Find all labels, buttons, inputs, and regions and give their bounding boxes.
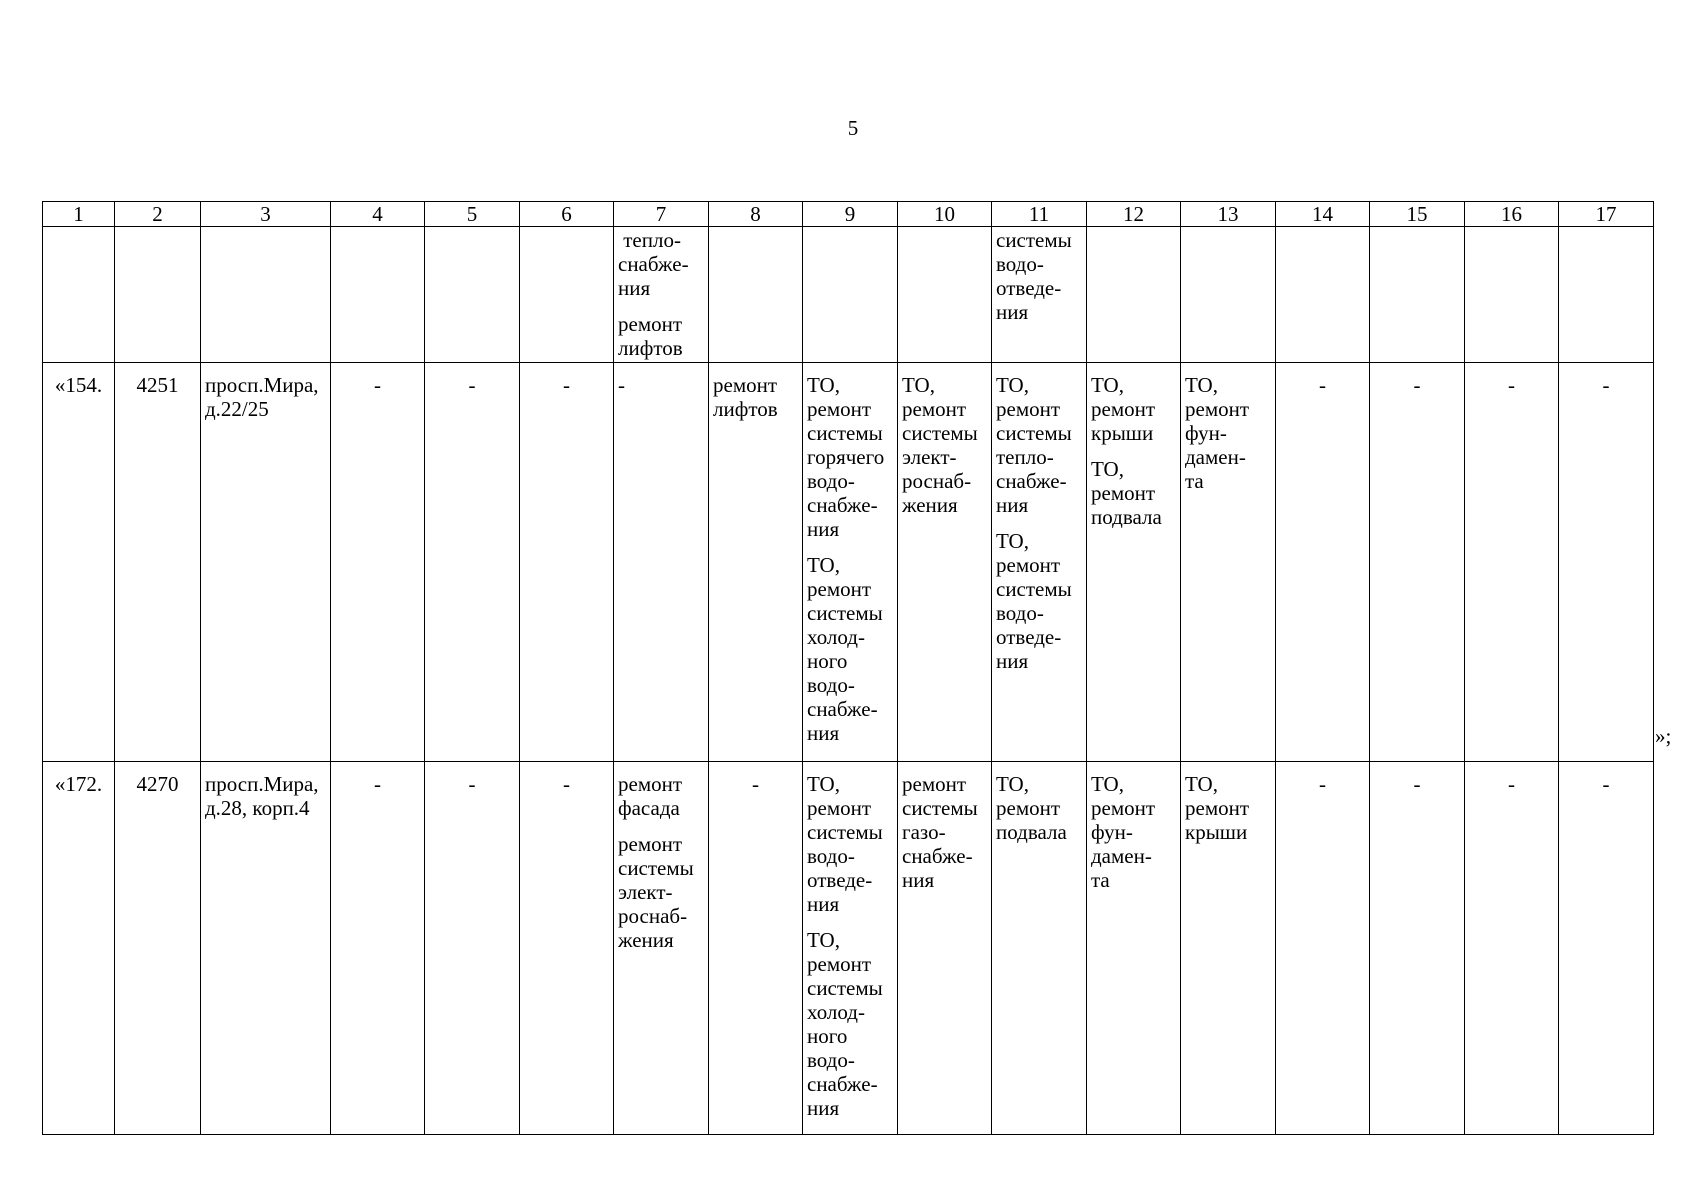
cell-paragraph [524, 373, 609, 397]
cell-text-line: ния [807, 892, 840, 916]
table-cell-col-13 [1181, 762, 1276, 1135]
cell-text-line: ния [618, 276, 651, 300]
cell-text-line: системы [807, 421, 883, 445]
cell-paragraph [1374, 373, 1460, 397]
column-number-header: 7 [614, 202, 709, 227]
cell-text-line: ТО, [996, 772, 1029, 796]
table-cell-col-9 [803, 363, 898, 762]
cell-text-line: жения [902, 493, 958, 517]
cell-text-line: горячего [807, 445, 885, 469]
cell-paragraph [713, 373, 798, 421]
cell-paragraph [119, 373, 196, 397]
cell-text-line: ремонт [1091, 397, 1156, 421]
cell-text-line: системы [618, 856, 694, 880]
cell-text-line: - [1602, 772, 1610, 796]
cell-text-line: водо- [807, 673, 855, 697]
cell-text-line: ния [996, 300, 1029, 324]
cell-paragraph [205, 373, 326, 421]
table-cell-col-15 [1370, 762, 1465, 1135]
table-cell-col-13 [1181, 227, 1276, 363]
cell-paragraph [807, 928, 893, 1120]
cell-text-line: - [1602, 373, 1610, 397]
cell-text-line: ремонт [996, 397, 1061, 421]
cell-text-line: лифтов [618, 336, 683, 360]
cell-text-line: «154. [54, 373, 103, 397]
table-cell-col-9 [803, 227, 898, 363]
closing-quote: »; [1655, 724, 1672, 748]
cell-text-line: лифтов [713, 397, 778, 421]
cell-text-line: просп.Мира, [205, 373, 319, 397]
cell-paragraph [1563, 373, 1649, 397]
column-number-header: 2 [115, 202, 201, 227]
table-cell-col-3 [201, 227, 331, 363]
cell-text-line: - [468, 373, 476, 397]
table-cell-col-6 [520, 762, 614, 1135]
cell-text-line: ТО, [807, 373, 840, 397]
table-cell-col-2 [115, 762, 201, 1135]
table-cell-col-10 [898, 762, 992, 1135]
table-cell-col-15 [1370, 363, 1465, 762]
cell-text-line: элект- [902, 445, 957, 469]
table-cell-col-6 [520, 227, 614, 363]
table-cell-col-2 [115, 363, 201, 762]
cell-paragraph [1185, 772, 1271, 844]
table-cell-col-3 [201, 363, 331, 762]
cell-text-line: ремонт [902, 397, 967, 421]
cell-text-line: холод- [807, 625, 865, 649]
cell-text-line: системы [996, 421, 1072, 445]
cell-text-line: холод- [807, 1000, 865, 1024]
column-number-header: 17 [1559, 202, 1654, 227]
cell-text-line: - [374, 772, 381, 796]
repair-schedule-table [42, 201, 1654, 1135]
cell-text-line: водо- [996, 252, 1044, 276]
cell-text-line: - [1319, 373, 1326, 397]
table-cell-col-12 [1087, 762, 1181, 1135]
column-number-header: 12 [1087, 202, 1181, 227]
cell-paragraph [524, 772, 609, 796]
table-cell-col-2 [115, 227, 201, 363]
cell-text-line: ТО, [807, 928, 840, 952]
cell-text-line: та [1091, 868, 1110, 892]
cell-text-line: элект- [618, 880, 673, 904]
cell-text-line: д.28, корп.4 [205, 796, 310, 820]
cell-text-line: ремонт [902, 772, 967, 796]
cell-text-line: «172. [54, 772, 103, 796]
cell-paragraph [618, 832, 704, 952]
cell-text-line: та [1185, 469, 1204, 493]
table-cell-col-6 [520, 363, 614, 762]
column-number-header: 13 [1181, 202, 1276, 227]
cell-text-line: ния [996, 649, 1029, 673]
cell-text-line: системы [996, 577, 1072, 601]
cell-paragraph [335, 772, 420, 796]
cell-text-line: отведе- [996, 276, 1062, 300]
table-cell-col-1 [43, 762, 115, 1135]
cell-paragraph [335, 373, 420, 397]
table-cell-col-11 [992, 363, 1087, 762]
cell-text-line: ремонт [713, 373, 778, 397]
table-cell-col-8 [709, 227, 803, 363]
column-number-header: 9 [803, 202, 898, 227]
cell-text-line: ния [996, 493, 1029, 517]
cell-text-line: снабже- [996, 469, 1067, 493]
cell-text-line: ТО, [1185, 373, 1218, 397]
table-row [43, 363, 1654, 762]
table-cell-col-8 [709, 363, 803, 762]
cell-text-line: водо- [996, 601, 1044, 625]
table-cell-col-14 [1276, 227, 1370, 363]
table-cell-col-1 [43, 363, 115, 762]
column-number-header: 8 [709, 202, 803, 227]
table-cell-col-16 [1465, 363, 1559, 762]
cell-text-line: фун- [1185, 421, 1227, 445]
cell-paragraph [1091, 772, 1176, 892]
cell-text-line: системы [807, 820, 883, 844]
cell-text-line: снабже- [807, 1072, 878, 1096]
cell-paragraph [119, 772, 196, 796]
cell-text-line: системы [902, 421, 978, 445]
cell-paragraph [618, 772, 704, 820]
cell-paragraph [996, 228, 1082, 324]
table-cell-col-16 [1465, 227, 1559, 363]
table-cell-col-4 [331, 762, 425, 1135]
column-number-header: 14 [1276, 202, 1370, 227]
table-cell-col-13 [1181, 363, 1276, 762]
cell-paragraph [807, 373, 893, 541]
table-cell-col-17 [1559, 363, 1654, 762]
cell-text-line: ремонт [807, 952, 872, 976]
cell-text-line: снабже- [618, 252, 689, 276]
cell-text-line: газо- [902, 820, 946, 844]
table-cell-col-4 [331, 227, 425, 363]
cell-paragraph [1280, 373, 1365, 397]
cell-text-line: дамен- [1091, 844, 1152, 868]
cell-text-line: ния [807, 517, 840, 541]
cell-text-line: 4270 [136, 772, 179, 796]
cell-text-line: ремонт [807, 397, 872, 421]
cell-text-line: отведе- [807, 868, 873, 892]
cell-text-line: ТО, [1091, 772, 1124, 796]
cell-text-line: ремонт [807, 796, 872, 820]
cell-text-line: тепло- [996, 445, 1054, 469]
table-cell-col-11 [992, 227, 1087, 363]
cell-text-line: ремонт [996, 796, 1061, 820]
cell-text-line: снабже- [807, 493, 878, 517]
cell-text-line: ремонт [618, 312, 683, 336]
cell-paragraph [429, 373, 515, 397]
cell-text-line: 4251 [136, 373, 179, 397]
table-cell-col-4 [331, 363, 425, 762]
cell-text-line: ремонт [618, 772, 683, 796]
cell-paragraph [807, 553, 893, 745]
cell-paragraph [996, 772, 1082, 844]
cell-text-line: роснаб- [618, 904, 688, 928]
cell-text-line: - [1508, 373, 1515, 397]
cell-text-line: ремонт [1185, 796, 1250, 820]
cell-paragraph [1091, 457, 1176, 529]
table-cell-col-14 [1276, 363, 1370, 762]
cell-text-line: системы [902, 796, 978, 820]
table-cell-col-1 [43, 227, 115, 363]
cell-paragraph [1469, 373, 1554, 397]
cell-text-line: отведе- [996, 625, 1062, 649]
table-row [43, 762, 1654, 1135]
column-number-header: 10 [898, 202, 992, 227]
cell-text-line: - [563, 772, 570, 796]
cell-text-line: ТО, [807, 772, 840, 796]
cell-text-line: ния [902, 868, 935, 892]
cell-paragraph [807, 772, 893, 916]
cell-text-line: ного [807, 649, 848, 673]
table-cell-col-17 [1559, 227, 1654, 363]
cell-text-line: дамен- [1185, 445, 1246, 469]
column-number-header: 3 [201, 202, 331, 227]
column-number-header: 4 [331, 202, 425, 227]
table-cell-col-3 [201, 762, 331, 1135]
table-cell-col-12 [1087, 227, 1181, 363]
cell-paragraph [996, 373, 1082, 517]
cell-text-line: - [1319, 772, 1326, 796]
cell-text-line: - [1508, 772, 1515, 796]
cell-text-line: подвала [1091, 505, 1162, 529]
table-cell-col-5 [425, 227, 520, 363]
table-cell-col-5 [425, 363, 520, 762]
cell-paragraph [47, 772, 110, 796]
cell-text-line: ремонт [807, 577, 872, 601]
table-cell-col-12 [1087, 363, 1181, 762]
table-cell-col-14 [1276, 762, 1370, 1135]
cell-text-line: - [752, 772, 759, 796]
cell-text-line: ния [807, 1096, 840, 1120]
cell-text-line: ТО, [1185, 772, 1218, 796]
column-number-header: 6 [520, 202, 614, 227]
cell-text-line: ремонт [1091, 796, 1156, 820]
table-cell-col-10 [898, 363, 992, 762]
cell-text-line: ТО, [996, 529, 1029, 553]
cell-text-line: водо- [807, 469, 855, 493]
cell-text-line: ремонт [618, 832, 683, 856]
cell-text-line: подвала [996, 820, 1067, 844]
cell-text-line: - [1413, 772, 1421, 796]
cell-text-line: ТО, [1091, 457, 1124, 481]
column-number-header: 1 [43, 202, 115, 227]
cell-text-line: - [618, 373, 625, 397]
cell-text-line: - [563, 373, 570, 397]
cell-paragraph [1374, 772, 1460, 796]
cell-text-line: - [468, 772, 476, 796]
table-cell-col-10 [898, 227, 992, 363]
table-cell-col-7 [614, 363, 709, 762]
cell-paragraph [1280, 772, 1365, 796]
table-cell-col-5 [425, 762, 520, 1135]
cell-paragraph [1091, 373, 1176, 445]
cell-text-line: системы [996, 228, 1072, 252]
table-cell-col-17 [1559, 762, 1654, 1135]
cell-paragraph [1185, 373, 1271, 493]
table-cell-col-15 [1370, 227, 1465, 363]
cell-text-line: тепло- [618, 228, 681, 252]
cell-paragraph [713, 772, 798, 796]
table-row [43, 227, 1654, 363]
cell-paragraph [618, 373, 704, 397]
cell-text-line: - [374, 373, 381, 397]
table-cell-col-11 [992, 762, 1087, 1135]
table-cell-col-8 [709, 762, 803, 1135]
cell-text-line: снабже- [902, 844, 973, 868]
cell-text-line: ремонт [1091, 481, 1156, 505]
table-header-row [43, 202, 1654, 227]
table-cell-col-16 [1465, 762, 1559, 1135]
cell-text-line: фасада [618, 796, 680, 820]
column-number-header: 15 [1370, 202, 1465, 227]
cell-paragraph [47, 373, 110, 397]
cell-text-line: - [1413, 373, 1421, 397]
cell-paragraph [902, 772, 987, 892]
cell-text-line: ремонт [996, 553, 1061, 577]
table-cell-col-9 [803, 762, 898, 1135]
cell-text-line: крыши [1185, 820, 1248, 844]
cell-text-line: роснаб- [902, 469, 972, 493]
cell-text-line: системы [807, 976, 883, 1000]
cell-paragraph [1469, 772, 1554, 796]
cell-text-line: просп.Мира, [205, 772, 319, 796]
cell-paragraph [996, 529, 1082, 673]
column-number-header: 16 [1465, 202, 1559, 227]
cell-text-line: снабже- [807, 697, 878, 721]
cell-text-line: ремонт [1185, 397, 1250, 421]
cell-text-line: фун- [1091, 820, 1133, 844]
cell-text-line: д.22/25 [205, 397, 269, 421]
cell-paragraph [902, 373, 987, 517]
page-number: 5 [847, 116, 859, 140]
cell-text-line: ния [807, 721, 840, 745]
cell-text-line: ного [807, 1024, 848, 1048]
cell-paragraph [1563, 772, 1649, 796]
cell-text-line: ТО, [1091, 373, 1124, 397]
cell-text-line: ТО, [996, 373, 1029, 397]
table-cell-col-7 [614, 227, 709, 363]
column-number-header: 5 [425, 202, 520, 227]
cell-text-line: водо- [807, 1048, 855, 1072]
table-cell-col-7 [614, 762, 709, 1135]
cell-text-line: крыши [1091, 421, 1154, 445]
cell-paragraph [618, 228, 704, 300]
cell-paragraph [429, 772, 515, 796]
cell-text-line: ТО, [902, 373, 935, 397]
cell-paragraph [205, 772, 326, 820]
cell-text-line: водо- [807, 844, 855, 868]
cell-text-line: жения [618, 928, 674, 952]
cell-paragraph [618, 312, 704, 360]
column-number-header: 11 [992, 202, 1087, 227]
cell-text-line: системы [807, 601, 883, 625]
cell-text-line: ТО, [807, 553, 840, 577]
